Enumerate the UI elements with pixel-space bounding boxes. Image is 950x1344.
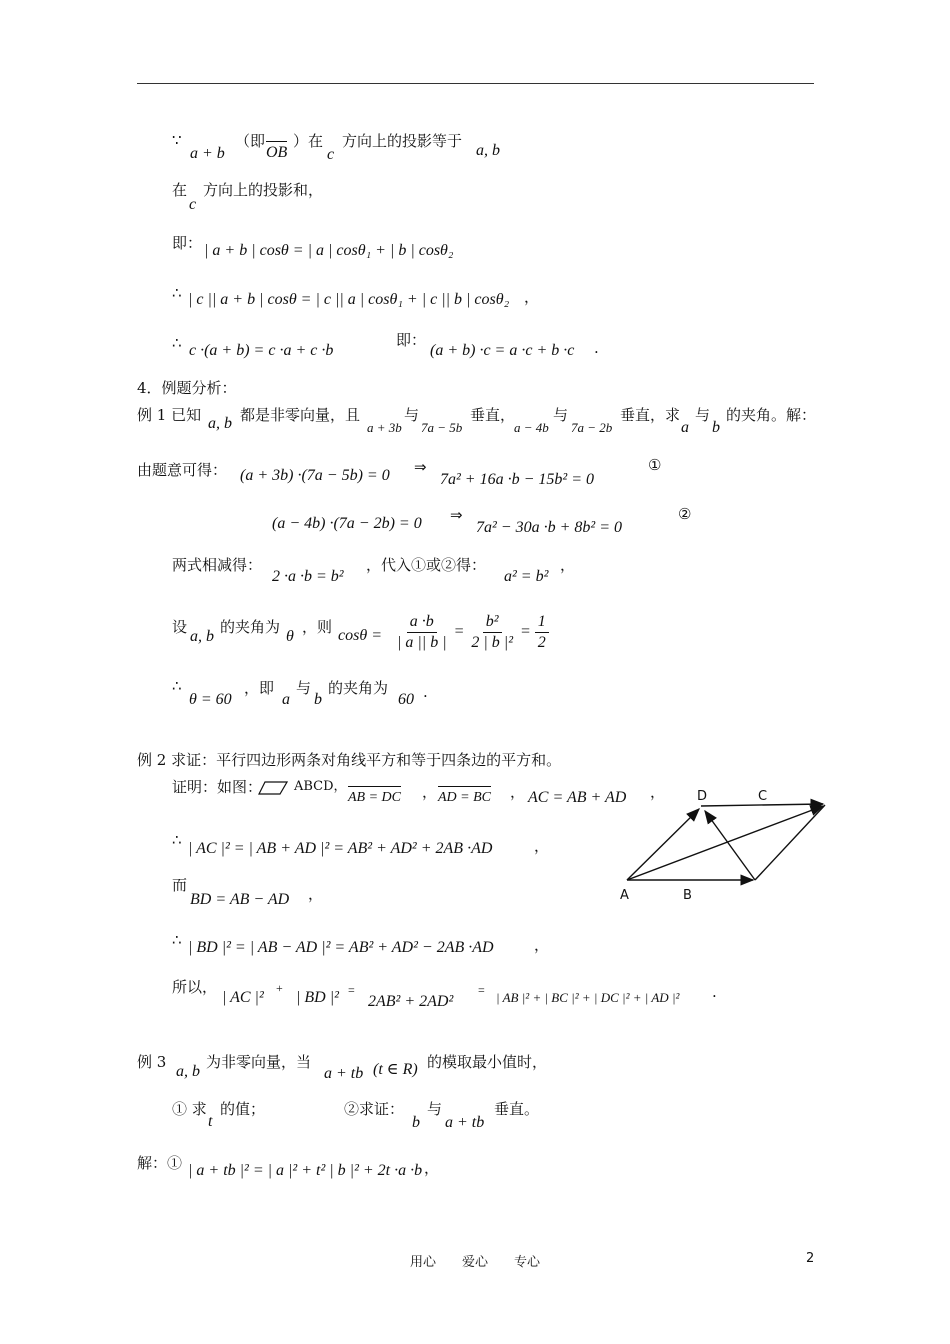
- comma-15: ，: [534, 837, 550, 855]
- math-AC: AC = AB + AD: [528, 789, 627, 806]
- math-b-7: b: [712, 419, 720, 436]
- math-eq-9a: (a − 4b) ·(7a − 2b) = 0: [272, 515, 422, 532]
- plus-18: +: [276, 981, 283, 995]
- text-prove: ②求证：: [344, 1100, 405, 1118]
- text-modulus-min: 的模取最小值时，: [427, 1053, 548, 1071]
- comma-10: ，: [560, 556, 576, 574]
- comma-4: ，: [524, 288, 540, 306]
- text-yu-12: 与: [296, 679, 312, 697]
- math-t-in-R: (t ∈ R): [373, 1061, 418, 1078]
- therefore-symbol-15: ∴: [172, 831, 182, 849]
- text-projection-sum: 方向上的投影和，: [203, 181, 324, 199]
- equals-18b: =: [478, 983, 485, 997]
- math-eq-21: | a + tb |² = | a |² + t² | b |² + 2t ·a ·b: [188, 1162, 423, 1179]
- text-yu-7c: 与: [695, 406, 711, 424]
- label-D: D: [697, 789, 708, 804]
- vector-AC: [627, 806, 823, 880]
- text-subtract: 两式相减得：: [172, 556, 263, 574]
- example-2-statement: 例 2 求证：平行四边形两条对角线平方和等于四条边的平方和。: [137, 751, 562, 769]
- math-7a2b: 7a − 2b: [571, 420, 613, 435]
- text-perp-7a: 垂直，: [470, 406, 516, 424]
- comma-16: ，: [308, 885, 324, 903]
- header-rule: [137, 83, 814, 84]
- text-yu-7a: 与: [404, 406, 420, 424]
- comma-14b: ，: [510, 783, 526, 801]
- math-eq-15: | AC |² = | AB + AD |² = AB² + AD² + 2AB ·AD: [188, 840, 493, 857]
- math-eq-8b: 7a² + 16a ·b − 15b² = 0: [440, 471, 594, 488]
- math-eq-3: | a + b | cosθ = | a | cosθ₁ + | b | cosθ₂: [204, 242, 454, 259]
- text-value: 的值；: [220, 1100, 266, 1118]
- implies-arrow-9: ⇒: [450, 506, 463, 524]
- math-2AB-2AD: 2AB² + 2AD²: [368, 993, 454, 1010]
- text-proof: 证明：如图：: [172, 778, 263, 796]
- math-eq-17: | BD |² = | AB − AD |² = AB² + AD² − 2AB ·AD: [188, 939, 494, 956]
- text-ji-5: 即：: [396, 331, 427, 349]
- math-eq-9b: 7a² − 30a ·b + 8b² = 0: [476, 519, 622, 536]
- math-60: 60: [398, 691, 414, 708]
- text-zai: ）在: [293, 132, 324, 150]
- math-a-tb-20: a + tb: [445, 1114, 485, 1131]
- therefore-symbol-17: ∴: [172, 931, 182, 949]
- math-BD-sq: | BD |²: [296, 989, 339, 1006]
- math-ab-19: a, b: [176, 1063, 200, 1080]
- number-1: ①: [648, 456, 662, 474]
- math-c: c: [327, 146, 335, 163]
- vector-AD: [627, 809, 699, 880]
- math-a-tb: a + tb: [324, 1065, 364, 1082]
- math-AC-sq: | AC |²: [222, 989, 264, 1006]
- math-t-20: t: [208, 1113, 213, 1130]
- number-2: ②: [678, 505, 692, 523]
- math-eq-16: BD = AB − AD: [190, 891, 290, 908]
- comma-14c: ，: [650, 783, 666, 801]
- math-AB-DC: AB = DC: [348, 788, 401, 808]
- example-3-label: 例 3: [137, 1053, 167, 1071]
- therefore-symbol-4: ∴: [172, 284, 182, 302]
- fraction-1-num: a ·b: [407, 612, 437, 633]
- implies-arrow-8: ⇒: [414, 458, 427, 476]
- math-ab-11: a, b: [190, 628, 214, 645]
- text-then: ，则: [302, 618, 333, 636]
- text-nonzero: 都是非零向量，且: [240, 406, 361, 424]
- fraction-2-den: 2 | b |²: [471, 634, 513, 651]
- math-a-7: a: [681, 419, 689, 436]
- math-OB: OB: [266, 144, 288, 161]
- footer-motto: 用心 爱心 专心: [409, 1255, 540, 1270]
- text-solution: 解：①: [137, 1154, 183, 1172]
- math-a3b: a + 3b: [367, 420, 402, 435]
- text-yu-7b: 与: [553, 406, 569, 424]
- text-angle-is: 的夹角为: [220, 618, 281, 636]
- math-eq-4: | c || a + b | cosθ = | c || a | cosθ₁ + | c || b | cosθ₂: [188, 291, 510, 308]
- math-eq-5b: (a + b) ·c = a ·c + b ·c: [430, 342, 575, 359]
- text-yu-20: 与: [427, 1100, 443, 1118]
- therefore-symbol-5: ∴: [172, 334, 182, 352]
- math-a-plus-b: a + b: [190, 145, 225, 162]
- side-BC: [755, 805, 825, 880]
- text-zai-2: 在: [172, 181, 188, 199]
- text-angle-solve: 的夹角。解：: [726, 406, 817, 424]
- text-ji: （即: [235, 132, 266, 150]
- text-projection: 方向上的投影等于: [342, 132, 463, 150]
- parallelogram-diagram: [615, 785, 835, 905]
- section-heading: 4．例题分析：: [137, 379, 237, 397]
- math-b-12: b: [314, 691, 322, 708]
- text-perp-seek: 垂直，求: [620, 406, 681, 424]
- line-1: [172, 130, 182, 150]
- text-ABCD: ABCD，: [294, 779, 347, 794]
- math-c-2: c: [189, 196, 197, 213]
- math-a-12: a: [282, 691, 290, 708]
- text-ie: ，即: [244, 679, 275, 697]
- text-from-problem: 由题意可得：: [137, 461, 228, 479]
- period-12: .: [423, 683, 428, 701]
- text-let: 设: [172, 618, 188, 636]
- fraction-3-den: 2: [537, 634, 546, 651]
- math-7a5b: 7a − 5b: [421, 420, 463, 435]
- fraction-1-den: | a || b |: [397, 634, 447, 651]
- label-A: A: [620, 888, 629, 903]
- fraction-1: $\frac{a \cdot b}{| a || b |}$ = $\frac{\text{b²}}{\text{2 | b |²}}$ = $\frac{1}{2}$: [394, 612, 549, 653]
- label-C: C: [758, 789, 768, 804]
- math-AD-BC: AD = BC: [438, 788, 491, 808]
- math-eq-10b: a² = b²: [504, 568, 549, 585]
- text-angle-12: 的夹角为: [328, 679, 389, 697]
- text-er: 而: [172, 876, 188, 894]
- text-nonzero-19: 为非零向量，当: [206, 1053, 312, 1071]
- text-substitute: ，代入①或②得：: [366, 556, 487, 574]
- vector-BD: [705, 811, 755, 880]
- period-5: .: [594, 339, 599, 357]
- math-ab: a, b: [476, 142, 500, 159]
- therefore-symbol-12: ∴: [172, 677, 182, 695]
- math-sides-sum: | AB |² + | BC |² + | DC |² + | AD |²: [496, 990, 680, 1005]
- comma-17: ，: [534, 936, 550, 954]
- comma-21: ，: [424, 1159, 440, 1177]
- math-b-20: b: [412, 1114, 420, 1131]
- period-18: .: [712, 983, 717, 1001]
- because-symbol: ∵: [172, 131, 182, 149]
- math-theta-11: θ: [286, 628, 294, 645]
- text-find-t: ① 求: [172, 1100, 207, 1118]
- label-B: B: [683, 888, 692, 903]
- math-eq-10a: 2 ·a ·b = b²: [272, 568, 344, 585]
- fraction-3-num: 1: [535, 612, 549, 633]
- math-eq-5: c ·(a + b) = c ·a + c ·b: [189, 342, 334, 359]
- example-1-label: 例 1 已知: [137, 406, 202, 424]
- parallelogram-icon: [258, 780, 288, 801]
- math-ab-7: a, b: [208, 415, 232, 432]
- fraction-2-num: b²: [483, 612, 502, 633]
- text-perp-20: 垂直。: [494, 1100, 540, 1118]
- text-ji-3: 即：: [172, 234, 203, 252]
- math-theta-60: θ = 60: [189, 691, 232, 708]
- page-number: 2: [806, 1251, 815, 1266]
- comma-14a: ，: [422, 783, 438, 801]
- text-therefore-so: 所以，: [172, 978, 218, 996]
- math-a4b: a − 4b: [514, 420, 549, 435]
- equals-18a: =: [348, 983, 355, 997]
- math-eq-8a: (a + 3b) ·(7a − 5b) = 0: [240, 467, 390, 484]
- math-cos-theta: cosθ =: [338, 627, 382, 644]
